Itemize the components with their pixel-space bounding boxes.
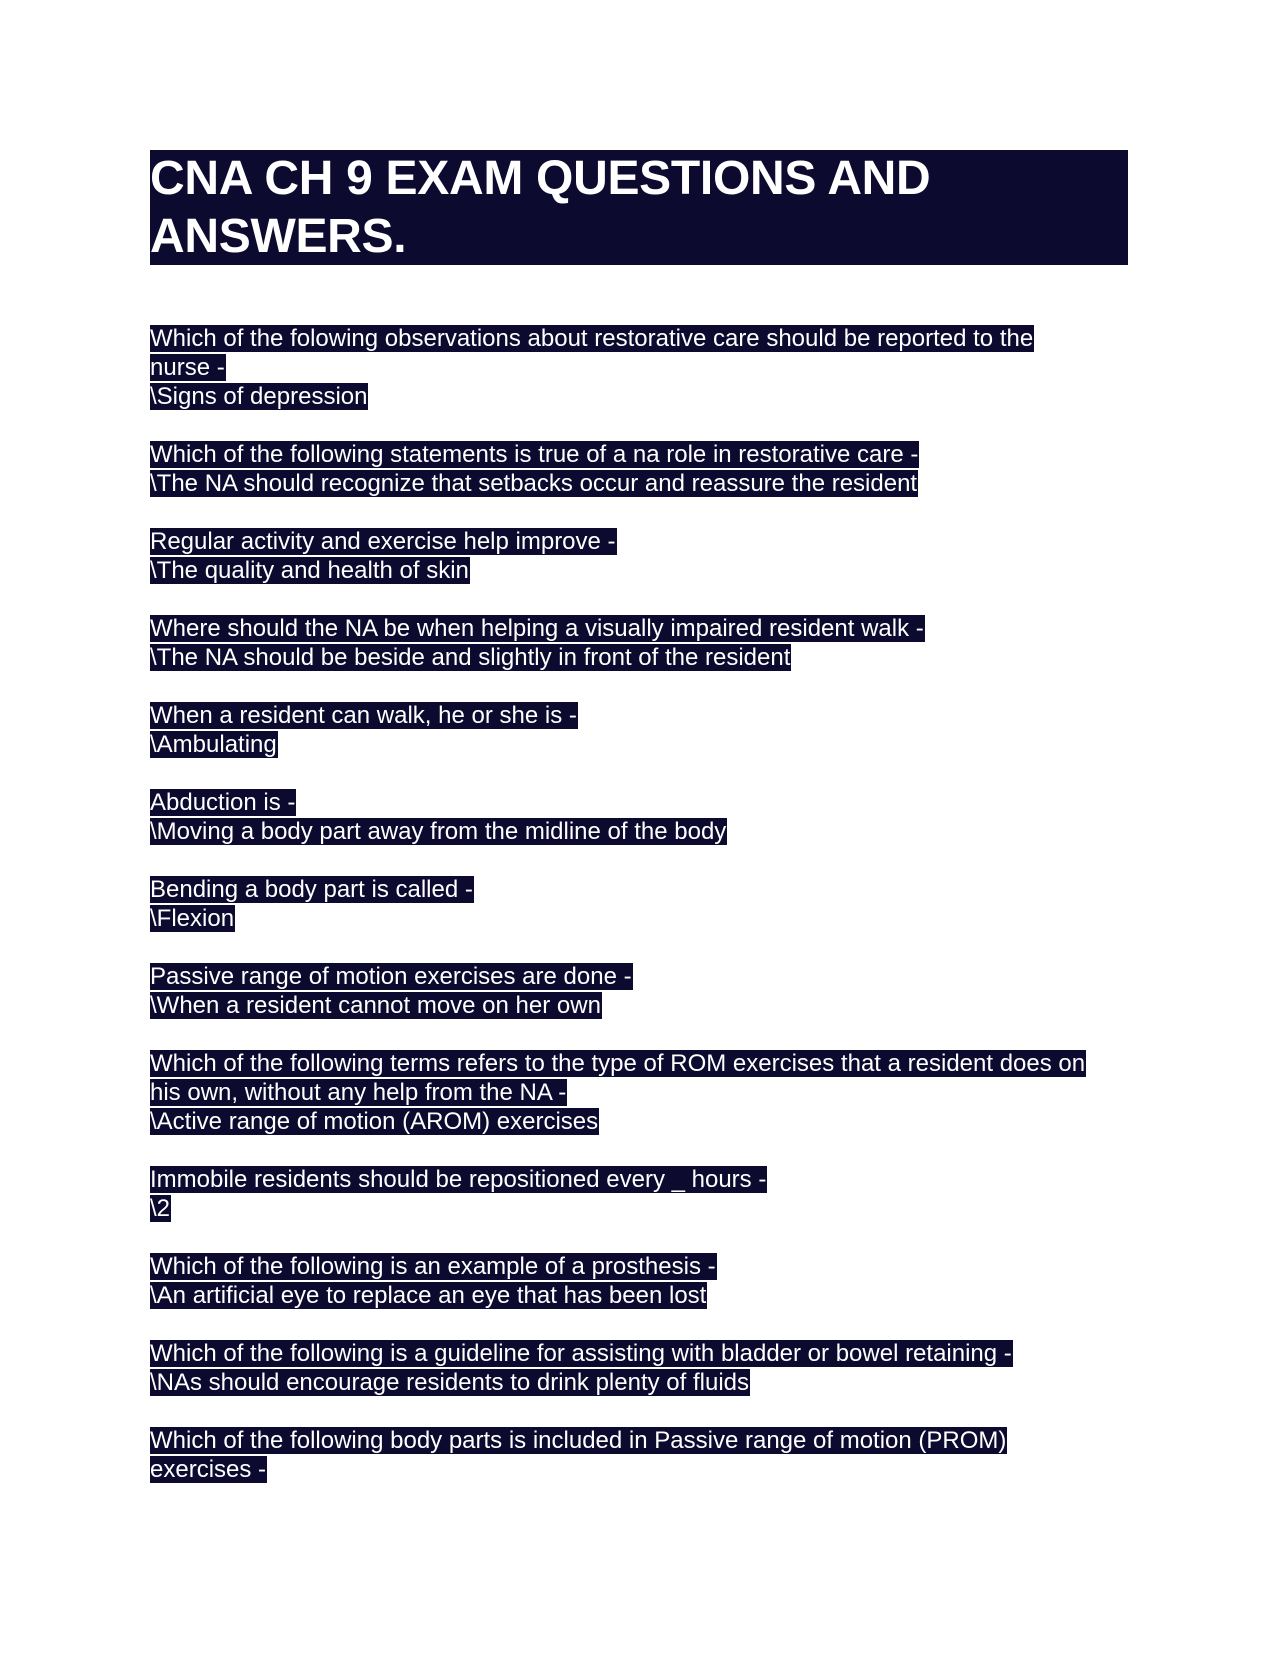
question-text: Abduction is - (150, 789, 296, 816)
answer-line (150, 556, 1150, 585)
question-line (150, 701, 1150, 730)
question-line (150, 1165, 1150, 1194)
answer-text: \NAs should encourage residents to drink plenty of fluids (150, 1369, 750, 1396)
question-line (150, 1426, 1150, 1455)
title-line: CNA CH 9 EXAM QUESTIONS AND (150, 152, 931, 205)
answer-line (150, 991, 1150, 1020)
answer-text: \Signs of depression (150, 383, 368, 410)
question-line (150, 614, 1150, 643)
question-line (150, 1455, 1150, 1484)
qa-item (150, 788, 1150, 846)
answer-text: \An artificial eye to replace an eye that has been lost (150, 1282, 707, 1309)
qa-item (150, 1252, 1150, 1310)
question-line (150, 324, 1150, 353)
question-line (150, 527, 1150, 556)
answer-text: \Flexion (150, 905, 235, 932)
answer-line (150, 1194, 1150, 1223)
question-text: Which of the following is a guideline for assisting with bladder or bowel retaining - (150, 1340, 1012, 1367)
qa-list (150, 324, 1150, 1513)
question-text: Which of the following body parts is included in Passive range of motion (PROM) (150, 1427, 1007, 1454)
qa-item (150, 1339, 1150, 1397)
answer-line (150, 817, 1150, 846)
answer-line (150, 730, 1150, 759)
question-text: Regular activity and exercise help improve - (150, 528, 616, 555)
question-text: Immobile residents should be repositioned every _ hours - (150, 1166, 767, 1193)
question-text: Which of the following statements is true of a na role in restorative care - (150, 441, 919, 468)
answer-line (150, 1107, 1150, 1136)
question-text: his own, without any help from the NA - (150, 1079, 567, 1106)
qa-item (150, 962, 1150, 1020)
answer-text: \When a resident cannot move on her own (150, 992, 601, 1019)
question-text: When a resident can walk, he or she is - (150, 702, 577, 729)
qa-item (150, 527, 1150, 585)
question-line (150, 875, 1150, 904)
answer-text: \Ambulating (150, 731, 277, 758)
answer-text: \Moving a body part away from the midline of the body (150, 818, 727, 845)
qa-item (150, 324, 1150, 411)
question-text: Bending a body part is called - (150, 876, 473, 903)
qa-item (150, 1426, 1150, 1484)
answer-text: \The quality and health of skin (150, 557, 469, 584)
answer-line (150, 1368, 1150, 1397)
qa-item (150, 1049, 1150, 1136)
question-text: Which of the following is an example of a prosthesis - (150, 1253, 716, 1280)
answer-text: \The NA should recognize that setbacks occur and reassure the resident (150, 470, 918, 497)
qa-item (150, 440, 1150, 498)
question-text: nurse - (150, 354, 225, 381)
question-line (150, 353, 1150, 382)
question-text: exercises - (150, 1456, 267, 1483)
answer-text: \The NA should be beside and slightly in front of the resident (150, 644, 791, 671)
answer-text: \Active range of motion (AROM) exercises (150, 1108, 599, 1135)
question-line (150, 1252, 1150, 1281)
question-text: Which of the following terms refers to the type of ROM exercises that a resident does on (150, 1050, 1086, 1077)
answer-text: \2 (150, 1195, 171, 1222)
answer-line (150, 382, 1150, 411)
question-line (150, 1049, 1150, 1078)
question-line (150, 440, 1150, 469)
answer-line (150, 643, 1150, 672)
qa-item (150, 1165, 1150, 1223)
question-text: Where should the NA be when helping a visually impaired resident walk - (150, 615, 924, 642)
question-line (150, 1078, 1150, 1107)
answer-line (150, 469, 1150, 498)
qa-item (150, 614, 1150, 672)
qa-item (150, 701, 1150, 759)
question-line (150, 788, 1150, 817)
qa-item (150, 875, 1150, 933)
answer-line (150, 1281, 1150, 1310)
question-text: Passive range of motion exercises are done - (150, 963, 632, 990)
question-line (150, 962, 1150, 991)
question-line (150, 1339, 1150, 1368)
title-line: ANSWERS. (150, 210, 407, 263)
question-text: Which of the folowing observations about restorative care should be reported to the (150, 325, 1034, 352)
answer-line (150, 904, 1150, 933)
document-title (150, 150, 1128, 265)
